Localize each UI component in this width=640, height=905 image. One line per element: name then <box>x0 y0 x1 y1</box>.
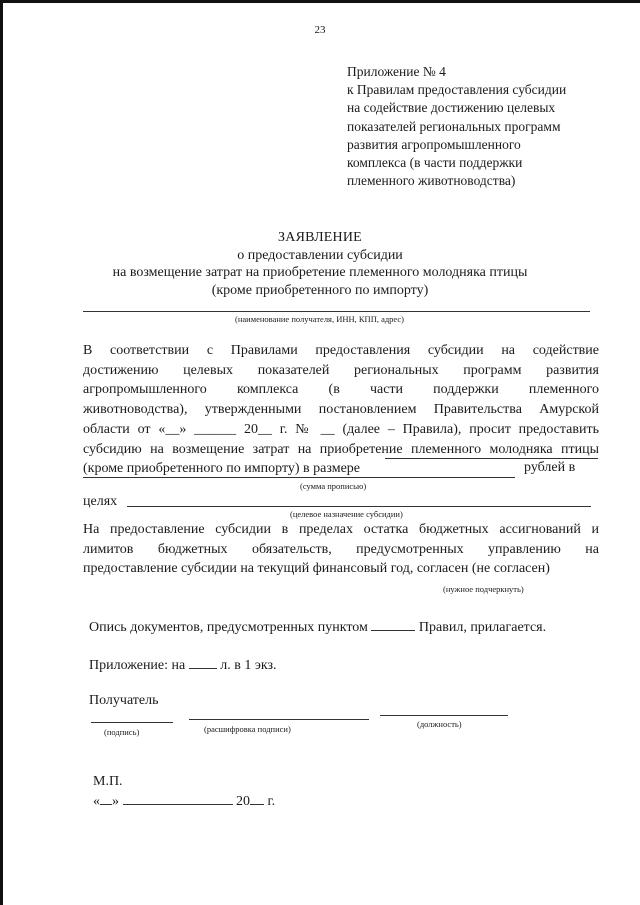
appendix-line: комплекса (в части поддержки <box>347 155 523 171</box>
date-suffix: г. <box>267 794 276 809</box>
purpose-field[interactable] <box>127 506 591 507</box>
signature-caption: (подпись) <box>104 727 140 737</box>
appendix-header <box>347 63 617 190</box>
underline-caption: (нужное подчеркнуть) <box>443 584 524 594</box>
scan-edge-top <box>0 0 640 3</box>
amount-caption: (сумма прописью) <box>300 481 367 491</box>
agreement-line: предоставление субсидии на текущий финансовый год, согласен (не согласен) <box>83 561 550 577</box>
day-field[interactable] <box>100 792 112 805</box>
inventory-line <box>89 618 546 636</box>
date-line <box>93 792 275 810</box>
title-heading: ЗАЯВЛЕНИЕ <box>278 230 362 245</box>
stamp-label: М.П. <box>93 774 123 789</box>
title-line: о предоставлении субсидии <box>237 247 403 263</box>
decoding-caption: (расшифровка подписи) <box>204 724 291 734</box>
attachment-line <box>89 656 277 674</box>
agreement-line: лимитов бюджетных обязательств, предусмотренных управлению на <box>83 541 599 557</box>
appendix-line: Приложение № 4 <box>347 64 446 79</box>
month-field[interactable] <box>123 792 233 805</box>
scan-edge-left <box>0 0 3 905</box>
sheet-count-field[interactable] <box>189 656 217 669</box>
paragraph-line: животноводства), утвержденными постановлением Правительства Амурской <box>83 402 599 418</box>
year-field[interactable] <box>250 792 264 805</box>
inventory-text: Опись документов, предусмотренных пунктом <box>89 620 368 635</box>
title-line: (кроме приобретенного по импорту) <box>211 282 429 298</box>
purpose-caption: (целевое назначение субсидии) <box>290 509 403 519</box>
amount-field-1[interactable] <box>385 458 598 459</box>
page-number: 23 <box>314 24 326 36</box>
appendix-line: племенного животноводства) <box>347 173 516 189</box>
signature-field[interactable] <box>91 722 173 723</box>
paragraph-line: агропромышленного комплекса (в части поддержки племенного <box>83 382 599 398</box>
attachment-text: Приложение: на <box>89 658 186 673</box>
date-year: 20 <box>236 794 250 809</box>
decoding-field[interactable] <box>189 719 369 720</box>
document-title <box>0 229 640 299</box>
attachment-text-end: л. в 1 экз. <box>220 658 277 673</box>
agreement-line: На предоставление субсидии в пределах остатка бюджетных ассигнований и <box>83 522 599 537</box>
paragraph-line: (кроме приобретенного по импорту) в размере <box>83 461 360 477</box>
agreement-paragraph <box>83 520 599 579</box>
recipient-caption: (наименование получателя, ИНН, КПП, адрес) <box>235 314 405 324</box>
rubles-label: рублей в <box>524 460 576 475</box>
purposes-label: целях <box>83 494 118 509</box>
amount-field-2[interactable] <box>83 477 515 478</box>
appendix-line: развития агропромышленного <box>347 136 521 152</box>
recipient-field[interactable] <box>83 311 590 312</box>
appendix-line: показателей региональных программ <box>347 118 561 134</box>
paragraph-line: области от «__» ______ 20__ г. № __ (далее – Правила), просит предоставить <box>83 421 599 437</box>
date-quote-close: » <box>112 794 119 809</box>
paragraph-line: субсидию на возмещение затрат на приобретение племенного молодняка птицы <box>83 441 599 457</box>
title-line: на возмещение затрат на приобретение племенного молодняка птицы <box>112 265 528 280</box>
recipient-label: Получатель <box>89 693 159 708</box>
date-quote-open: « <box>93 794 100 809</box>
inventory-text-end: Правил, прилагается. <box>418 620 547 635</box>
appendix-line: на содействие достижению целевых <box>347 100 556 116</box>
paragraph-line: В соответствии с Правилами предоставления субсидии на содействие <box>83 343 599 358</box>
clause-number-field[interactable] <box>371 618 415 631</box>
paragraph-line: достижению целевых показателей региональных программ развития <box>83 362 599 378</box>
appendix-line: к Правилам предоставления субсидии <box>347 82 567 98</box>
position-caption: (должность) <box>417 719 462 729</box>
position-field[interactable] <box>380 715 508 716</box>
